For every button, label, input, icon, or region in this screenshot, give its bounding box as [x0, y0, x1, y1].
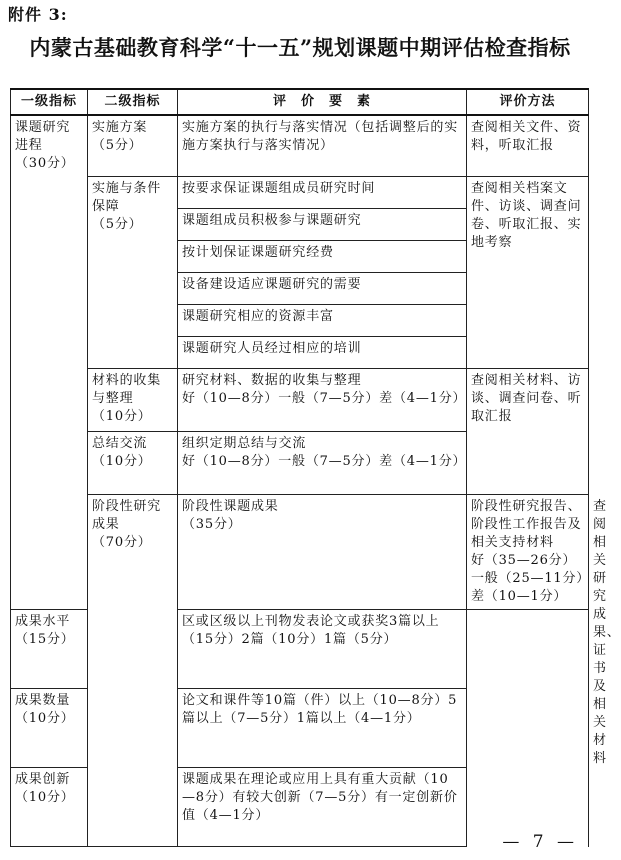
primary-score: （70分）: [92, 535, 152, 550]
document-title: 内蒙古基础教育科学“十一五”规划课题中期评估检查指标: [29, 35, 571, 60]
element-grade: 好（10—8分）一般（7—5分）差（4—1分）: [182, 454, 467, 469]
page-number: — 7 —: [502, 832, 578, 852]
secondary-label: 阶段性课题成果: [182, 499, 279, 514]
table-row: [11, 177, 589, 209]
evaluation-method: 查阅相关材料、访谈、调查问卷、听取汇报: [467, 369, 589, 495]
primary-indicator-progress: [11, 115, 88, 610]
secondary-indicator: [88, 432, 178, 495]
secondary-indicator: [88, 369, 178, 432]
evaluation-element: 课题研究人员经过相应的培训: [178, 337, 467, 369]
header-primary-indicator: 一级指标: [11, 89, 88, 115]
secondary-label: 材料的收集与整理: [92, 373, 162, 406]
secondary-label: 实施方案: [92, 120, 148, 135]
evaluation-element: [178, 432, 467, 495]
evaluation-element: 区或区级以上刊物发表论文或获奖3篇以上（15分）2篇（10分）1篇（5分）: [178, 610, 467, 689]
secondary-indicator: [11, 610, 88, 689]
secondary-label: 成果创新: [15, 772, 71, 787]
secondary-label: 总结交流: [92, 436, 148, 451]
secondary-label: 成果水平: [15, 614, 71, 629]
primary-label: 阶段性研究成果: [92, 499, 162, 532]
evaluation-method: 查阅相关文件、资料，听取汇报: [467, 115, 589, 177]
element-text: 研究材料、数据的收集与整理: [182, 373, 362, 388]
table-header-row: [11, 89, 589, 115]
secondary-score: （35分）: [182, 517, 242, 532]
table-row: [11, 369, 589, 432]
element-text: 组织定期总结与交流: [182, 436, 307, 451]
secondary-indicator: [88, 177, 178, 369]
evaluation-element: 设备建设适应课题研究的需要: [178, 273, 467, 305]
secondary-label: 成果数量: [15, 693, 71, 708]
header-secondary-indicator: 二级指标: [88, 89, 178, 115]
secondary-score: （5分）: [92, 138, 143, 153]
element-text: 阶段性研究报告、阶段性工作报告及相关支持材料: [471, 499, 582, 550]
element-grade: 好（35—26分）一般（25—11分）差（10—1分）: [471, 553, 584, 604]
secondary-score: （10分）: [15, 711, 75, 726]
secondary-indicator: [11, 689, 88, 768]
secondary-score: （15分）: [15, 632, 75, 647]
evaluation-element: [467, 495, 589, 610]
evaluation-element: 课题研究相应的资源丰富: [178, 305, 467, 337]
evaluation-table: [10, 88, 621, 847]
secondary-label: 实施与条件保障: [92, 181, 162, 214]
secondary-score: （10分）: [92, 409, 152, 424]
evaluation-element: 课题组成员积极参与课题研究: [178, 209, 467, 241]
evaluation-element: 论文和课件等10篇（件）以上（10—8分）5篇以上（7—5分）1篇以上（4—1分）: [178, 689, 467, 768]
primary-label: 课题研究进程: [15, 120, 71, 153]
evaluation-element: [178, 369, 467, 432]
table-row: [11, 115, 589, 177]
evaluation-element: 按要求保证课题组成员研究时间: [178, 177, 467, 209]
table-row: 阶段性研究成果 （70分） 阶段性课题成果 （35分） 阶段性研究报告、阶段性工作报告及相关支持材料 好（35—26分）一般（25—11分）差（10—1分） 查阅相关研究成果、证书及相关材料: [11, 495, 589, 610]
secondary-indicator: [11, 768, 88, 847]
secondary-indicator: [178, 495, 467, 610]
primary-score: （30分）: [15, 156, 75, 171]
evaluation-method: 查阅相关档案文件、访谈、调查问卷、听取汇报、实地考察: [467, 177, 589, 369]
evaluation-element: 实施方案的执行与落实情况（包括调整后的实施方案执行与落实情况）: [178, 115, 467, 177]
secondary-indicator: [88, 115, 178, 177]
secondary-score: （5分）: [92, 217, 143, 232]
secondary-score: （10分）: [92, 454, 152, 469]
secondary-score: （10分）: [15, 790, 75, 805]
header-evaluation-elements: 评 价 要 素: [178, 89, 467, 115]
attachment-label: 附件 3:: [8, 5, 68, 24]
header-evaluation-method: 评价方法: [467, 89, 589, 115]
element-grade: 好（10—8分）一般（7—5分）差（4—1分）: [182, 391, 467, 406]
evaluation-element: 课题成果在理论或应用上具有重大贡献（10—8分）有较大创新（7—5分）有一定创新价值（4—1分）: [178, 768, 467, 847]
primary-indicator-results: [88, 495, 178, 847]
evaluation-element: 按计划保证课题研究经费: [178, 241, 467, 273]
